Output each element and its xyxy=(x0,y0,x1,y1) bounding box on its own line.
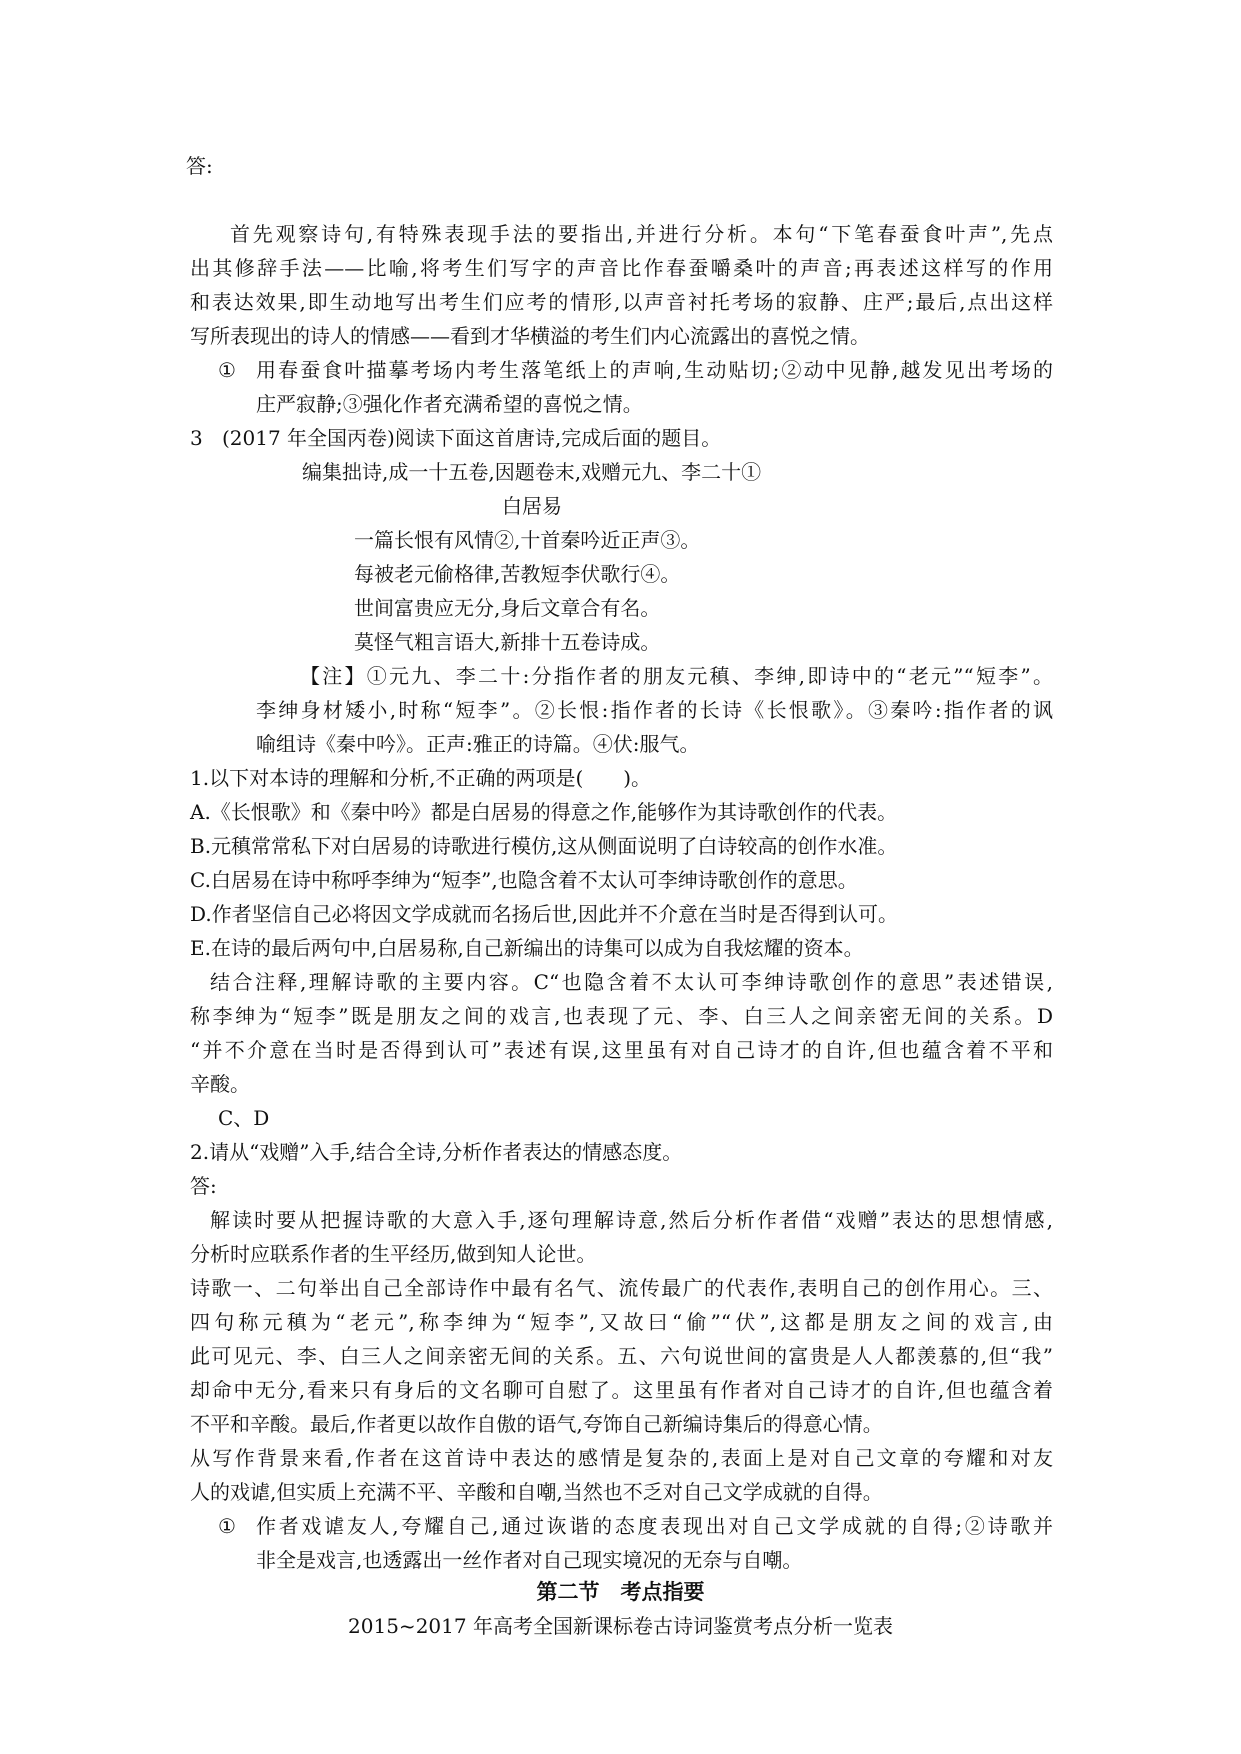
analysis-line: 出其修辞手法——比喻,将考生们写字的声音比作春蚕嚼桑叶的声音;再表述这样写的作用 xyxy=(190,256,1053,280)
note-line: 喻组诗《秦中吟》。正声:雅正的诗篇。④伏:服气。 xyxy=(256,732,700,756)
analysis-line: 称李绅为“短李”既是朋友之间的戏言,也表现了元、李、白三人之间亲密无间的关系。D xyxy=(190,1004,1053,1028)
question-number: 3 xyxy=(190,426,203,450)
question-prompt: (2017 年全国丙卷)阅读下面这首唐诗,完成后面的题目。 xyxy=(222,426,722,450)
analysis-line: 辛酸。 xyxy=(190,1072,250,1096)
option-d: D.作者坚信自己必将因文学成就而名扬后世,因此并不介意在当时是否得到认可。 xyxy=(190,902,899,926)
option-a: A.《长恨歌》和《秦中吟》都是白居易的得意之作,能够作为其诗歌创作的代表。 xyxy=(190,800,898,824)
poem-line: 每被老元偷格律,苦教短李伏歌行④。 xyxy=(354,562,681,586)
question-1-answer: C、D xyxy=(218,1106,270,1130)
option-e: E.在诗的最后两句中,白居易称,自己新编出的诗集可以成为自我炫耀的资本。 xyxy=(190,936,864,960)
answer-label: 答: xyxy=(186,154,213,178)
answer-line: 庄严寂静;③强化作者充满希望的喜悦之情。 xyxy=(256,392,643,416)
answer-line: 非全是戏言,也透露出一丝作者对自己现实境况的无奈与自嘲。 xyxy=(256,1548,803,1572)
analysis-line: “并不介意在当时是否得到认可”表述有误,这里虽有对自己诗才的自许,但也蕴含着不平和 xyxy=(190,1038,1053,1062)
analysis-line: 人的戏谑,但实质上充满不平、辛酸和自嘲,当然也不乏对自己文学成就的自得。 xyxy=(190,1480,883,1504)
answer-marker: ① xyxy=(218,358,236,382)
analysis-line: 不平和辛酸。最后,作者更以故作自傲的语气,夸饰自己新编诗集后的得意心情。 xyxy=(190,1412,883,1436)
answer-line: 用春蚕食叶描摹考场内考生落笔纸上的声响,生动贴切;②动中见静,越发见出考场的 xyxy=(256,358,1053,382)
analysis-line: 却命中无分,看来只有身后的文名聊可自慰了。这里虽有作者对自己诗才的自许,但也蕴含着 xyxy=(190,1378,1053,1402)
analysis-line: 四句称元稹为“老元”,称李绅为“短李”,又故曰“偷”“伏”,这都是朋友之间的戏言,由 xyxy=(190,1310,1053,1334)
option-b: B.元稹常常私下对白居易的诗歌进行模仿,这从侧面说明了白诗较高的创作水准。 xyxy=(190,834,898,858)
poem-line: 一篇长恨有风情②,十首秦吟近正声③。 xyxy=(354,528,701,552)
section-heading: 第二节 考点指要 xyxy=(536,1580,705,1604)
poem-line: 世间富贵应无分,身后文章合有名。 xyxy=(354,596,661,620)
answer-marker: ① xyxy=(218,1514,236,1538)
analysis-line: 和表达效果,即生动地写出考生们应考的情形,以声音衬托考场的寂静、庄严;最后,点出这样 xyxy=(190,290,1053,314)
analysis-line: 此可见元、李、白三人之间亲密无间的关系。五、六句说世间的富贵是人人都羡慕的,但“我” xyxy=(190,1344,1053,1368)
option-c: C.白居易在诗中称呼李绅为“短李”,也隐含着不太认可李绅诗歌创作的意思。 xyxy=(190,868,858,892)
table-caption: 2015~2017 年高考全国新课标卷古诗词鉴赏考点分析一览表 xyxy=(348,1614,893,1638)
answer-line: 作者戏谑友人,夸耀自己,通过诙谐的态度表现出对自己文学成就的自得;②诗歌并 xyxy=(256,1514,1053,1538)
answer-label: 答: xyxy=(190,1174,217,1198)
question-2-stem: 2.请从“戏赠”入手,结合全诗,分析作者表达的情感态度。 xyxy=(190,1140,683,1164)
note-line: 【注】①元九、李二十:分指作者的朋友元稹、李绅,即诗中的“老元”“短李”。 xyxy=(300,664,1053,688)
analysis-line: 分析时应联系作者的生平经历,做到知人论世。 xyxy=(190,1242,597,1266)
poem-author: 白居易 xyxy=(502,494,562,518)
analysis-line: 写所表现出的诗人的情感——看到才华横溢的考生们内心流露出的喜悦之情。 xyxy=(190,324,870,348)
poem-line: 莫怪气粗言语大,新排十五卷诗成。 xyxy=(354,630,661,654)
analysis-line: 解读时要从把握诗歌的大意入手,逐句理解诗意,然后分析作者借“戏赠”表达的思想情感, xyxy=(210,1208,1053,1232)
poem-title: 编集拙诗,成一十五卷,因题卷末,戏赠元九、李二十① xyxy=(302,460,762,484)
analysis-line: 结合注释,理解诗歌的主要内容。C“也隐含着不太认可李绅诗歌创作的意思”表述错误, xyxy=(210,970,1053,994)
analysis-line: 首先观察诗句,有特殊表现手法的要指出,并进行分析。本句“下笔春蚕食叶声”,先点 xyxy=(230,222,1053,246)
question-1-stem: 1.以下对本诗的理解和分析,不正确的两项是( )。 xyxy=(190,766,652,790)
analysis-line: 诗歌一、二句举出自己全部诗作中最有名气、流传最广的代表作,表明自己的创作用心。三、 xyxy=(190,1276,1053,1300)
note-line: 李绅身材矮小,时称“短李”。②长恨:指作者的长诗《长恨歌》。③秦吟:指作者的讽 xyxy=(256,698,1053,722)
analysis-line: 从写作背景来看,作者在这首诗中表达的感情是复杂的,表面上是对自己文章的夸耀和对友 xyxy=(190,1446,1053,1470)
